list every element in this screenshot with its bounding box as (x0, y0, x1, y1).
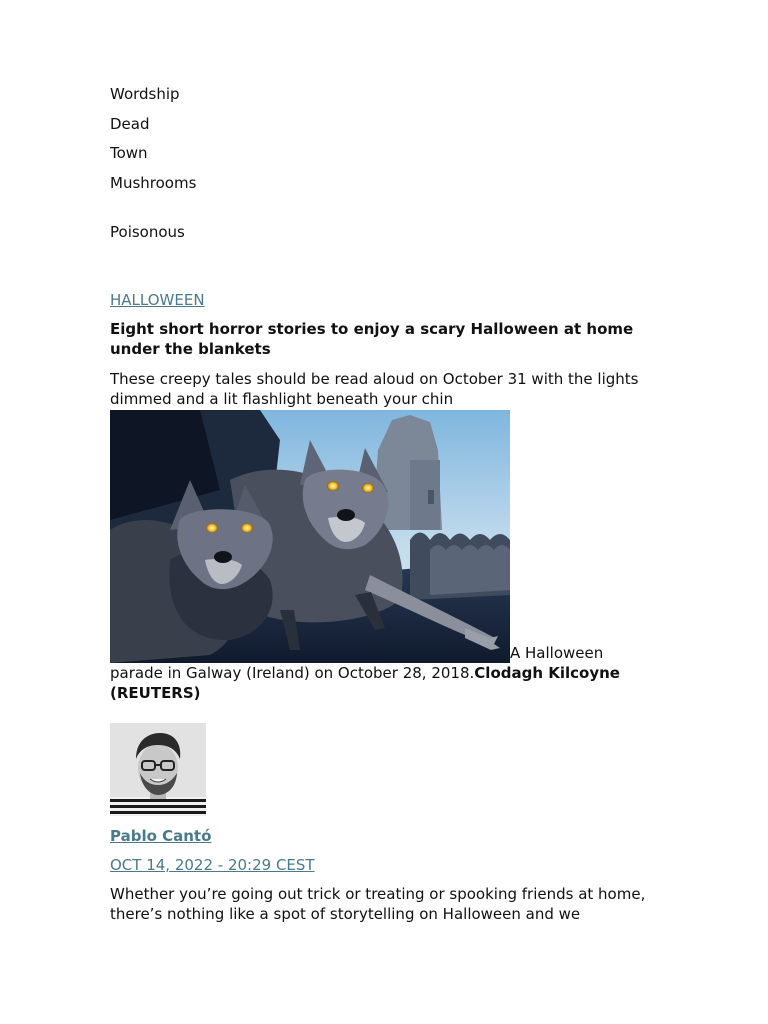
word-item: Wordship (110, 85, 180, 103)
article-headline: Eight short horror stories to enjoy a scary Halloween at home under the blankets (110, 320, 634, 358)
article-figure (110, 410, 660, 703)
publish-date-link[interactable]: OCT 14, 2022 - 20:29 CEST (110, 856, 315, 874)
article-container (110, 84, 660, 924)
author-avatar (110, 723, 206, 816)
photo-caption: A Halloween parade in Galway (Ireland) on October 28, 2018. (110, 644, 604, 682)
word-item: Poisonous (110, 222, 185, 241)
author-link[interactable]: Pablo Cantó (110, 827, 212, 845)
section-link[interactable]: HALLOWEEN (110, 291, 205, 309)
article-subheadline: These creepy tales should be read aloud on October 31 with the lights dimmed and a lit flashlight beneath your chin (110, 370, 639, 408)
word-item: Mushrooms (110, 173, 197, 192)
word-item: Dead (110, 114, 150, 133)
article-body: Whether you’re going out trick or treating or spooking friends at home, there’s nothing like a spot of storytelling on Halloween and we (110, 885, 646, 923)
word-item: Town (110, 144, 148, 162)
halloween-parade-photo (110, 410, 510, 663)
photo-credit: Clodagh Kilcoyne (REUTERS) (110, 664, 620, 702)
